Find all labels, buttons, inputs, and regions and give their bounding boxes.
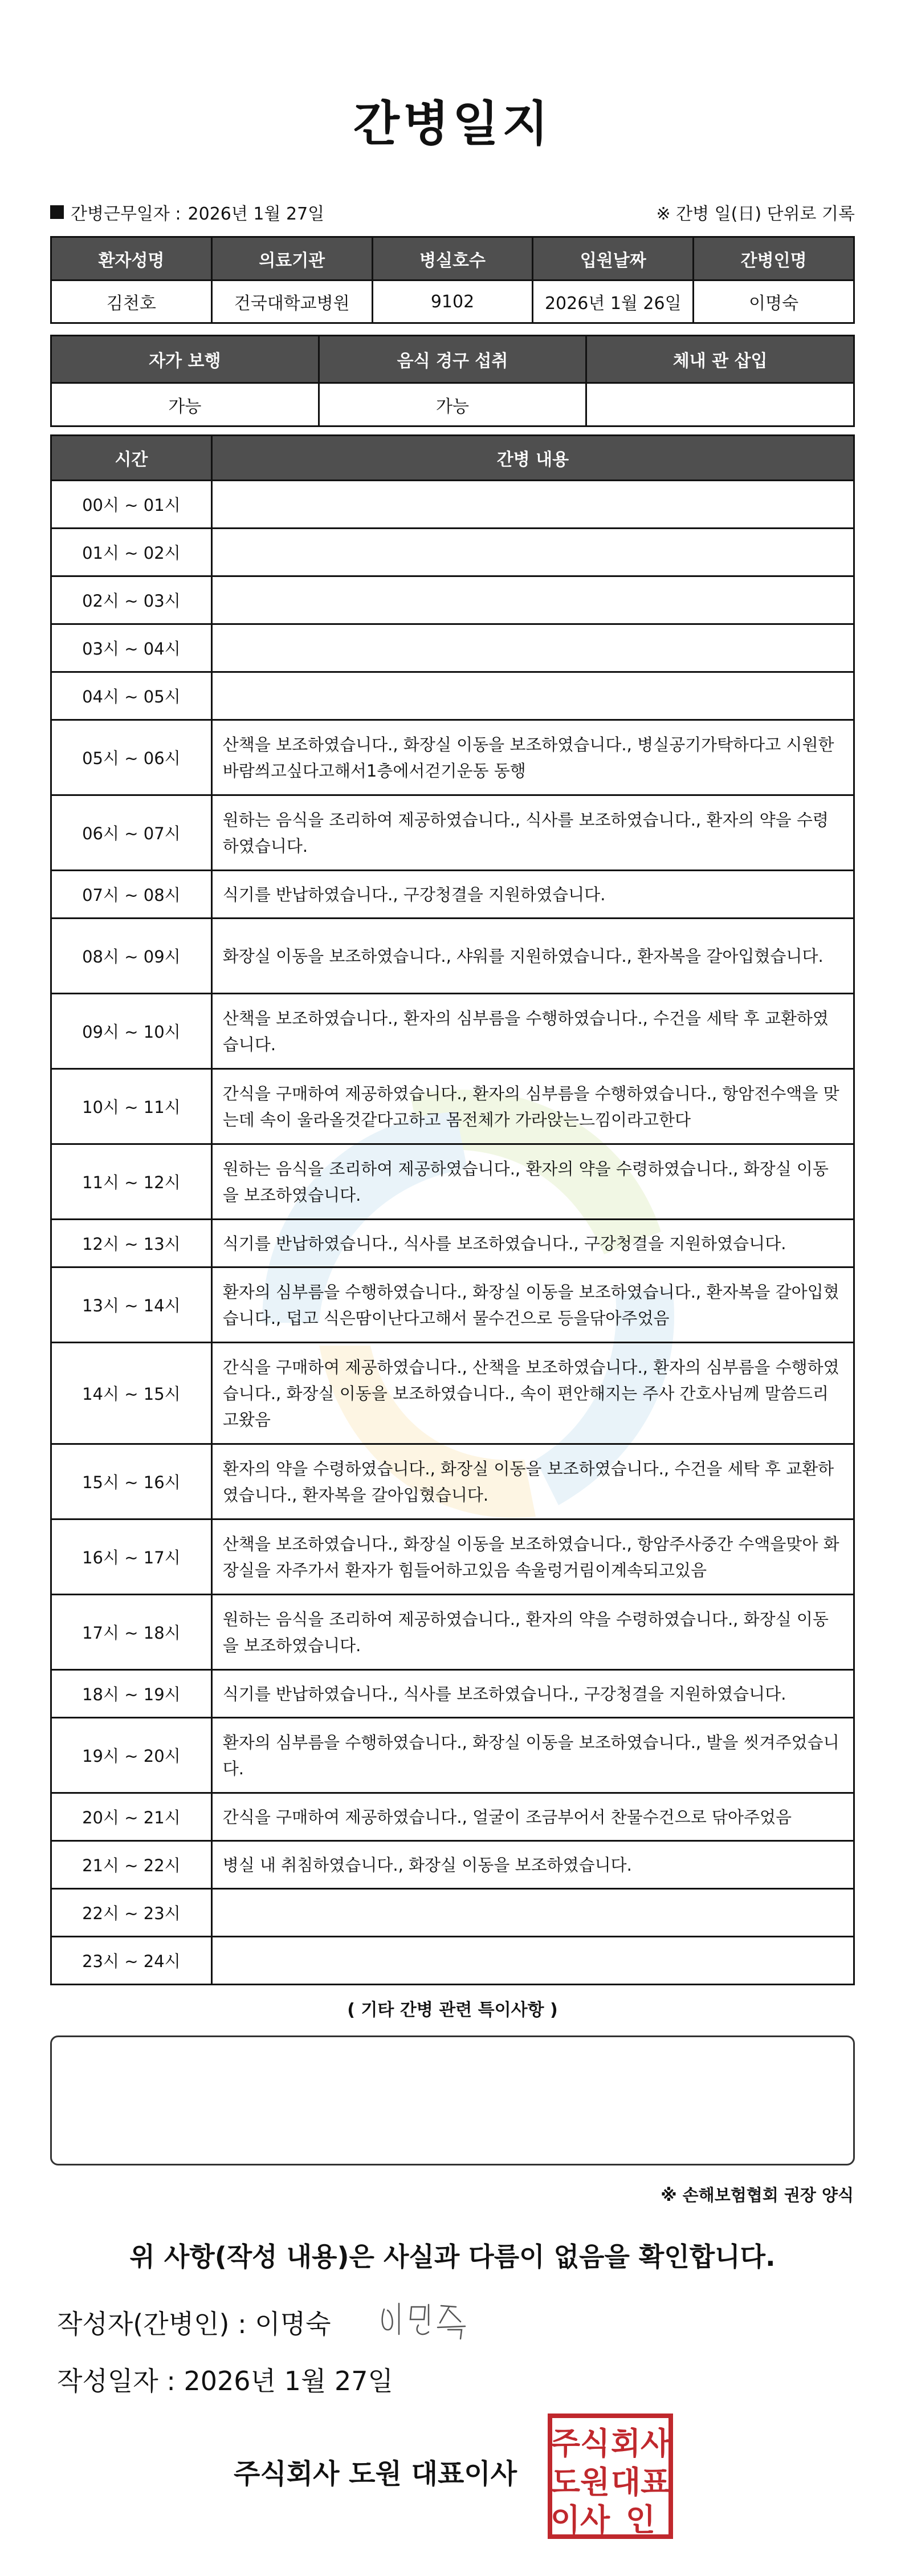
- log-time-cell: 20시 ~ 21시: [51, 1793, 212, 1841]
- log-row: [51, 1937, 854, 1985]
- log-content-cell: 원하는 음식을 조리하여 제공하였습니다., 식사를 보조하였습니다., 환자의 약을 수령하였습니다.: [211, 795, 854, 871]
- log-row: [51, 994, 854, 1069]
- log-header-row: [51, 436, 854, 481]
- log-time-cell: 09시 ~ 10시: [51, 994, 212, 1069]
- log-content-cell: 간식을 구매하여 제공하였습니다., 얼굴이 조금부어서 찬물수건으로 닦아주었음: [211, 1793, 854, 1841]
- work-date-label: 간병근무일자 :: [71, 204, 181, 224]
- log-content-cell: [211, 576, 854, 624]
- hospital-value: 건국대학교병원: [211, 281, 372, 323]
- remarks-title: ( 기타 간병 관련 특이사항 ): [347, 2000, 558, 2020]
- log-row: [51, 1144, 854, 1220]
- log-time-cell: 03시 ~ 04시: [51, 624, 212, 672]
- log-time-cell: 14시 ~ 15시: [51, 1343, 212, 1444]
- log-content-cell: 산책을 보조하였습니다., 화장실 이동을 보조하였습니다., 병실공기가탁하다고 시원한바람씌고싶다고해서1층에서걷기운동 동행: [211, 720, 854, 795]
- company-seal: [547, 2413, 674, 2540]
- svg-text:도원: 도원: [550, 2464, 610, 2500]
- write-date-label: 작성일자 :: [57, 2366, 176, 2396]
- header-hospital: 의료기관: [211, 237, 372, 281]
- log-content-cell: 원하는 음식을 조리하여 제공하였습니다., 환자의 약을 수령하였습니다., 화장실 이동을 보조하였습니다.: [211, 1595, 854, 1670]
- log-content-cell: [211, 529, 854, 576]
- log-row: [51, 1793, 854, 1841]
- work-date-value: 2026년 1월 27일: [187, 204, 325, 224]
- log-row: [51, 1595, 854, 1670]
- log-content-cell: 환자의 약을 수령하였습니다., 화장실 이동을 보조하였습니다., 수건을 세탁 후 교환하였습니다., 환자복을 갈아입혔습니다.: [211, 1444, 854, 1519]
- header-time: 시간: [51, 436, 212, 481]
- meta-row: [50, 201, 855, 224]
- log-row: [51, 1220, 854, 1267]
- log-content-cell: [211, 672, 854, 720]
- log-time-cell: 06시 ~ 07시: [51, 795, 212, 871]
- svg-text:회사: 회사: [610, 2425, 671, 2461]
- log-time-cell: 05시 ~ 06시: [51, 720, 212, 795]
- log-time-cell: 17시 ~ 18시: [51, 1595, 212, 1670]
- hourly-care-log-table: [50, 434, 855, 1985]
- log-row: [51, 1889, 854, 1937]
- daily-record-note: ※ 간병 일(日) 단위로 기록: [656, 204, 855, 224]
- log-time-cell: 02시 ~ 03시: [51, 576, 212, 624]
- log-content-cell: 환자의 심부름을 수행하였습니다., 화장실 이동을 보조하였습니다., 환자복을 갈아입혔습니다., 덥고 식은땀이난다고해서 물수건으로 등을닦아주었음: [211, 1267, 854, 1343]
- log-time-cell: 16시 ~ 17시: [51, 1519, 212, 1595]
- square-bullet-icon: [50, 205, 64, 219]
- writer-label: 작성자(간병인) :: [57, 2309, 247, 2339]
- log-content-cell: [211, 481, 854, 529]
- handwritten-signature: [376, 2297, 479, 2342]
- log-content-cell: 간식을 구매하여 제공하였습니다., 환자의 심부름을 수행하였습니다., 항암전수액을 맞는데 속이 울라올것같다고하고 몸전체가 가라앉는느낌이라고한다: [211, 1069, 854, 1144]
- log-row: [51, 576, 854, 624]
- header-admission-date: 입원날짜: [533, 237, 694, 281]
- remarks-box: [50, 2035, 855, 2165]
- status-value-row: [51, 383, 854, 426]
- header-tube-insertion: 체내 관 삽입: [586, 336, 854, 383]
- log-row: [51, 871, 854, 919]
- log-content-cell: 환자의 심부름을 수행하였습니다., 화장실 이동을 보조하였습니다., 발을 씻겨주었습니다.: [211, 1718, 854, 1793]
- log-table-body: [51, 481, 854, 1985]
- patient-info-table: [50, 236, 855, 324]
- log-content-cell: [211, 1889, 854, 1937]
- document-title: 간병일지: [353, 96, 552, 152]
- tube-insertion-value: [586, 383, 854, 426]
- header-caregiver-name: 간병인명: [694, 237, 854, 281]
- patient-name-value: 김천호: [51, 281, 212, 323]
- log-row: [51, 1069, 854, 1144]
- confirmation-statement: 위 사항(작성 내용)은 사실과 다름이 없음을 확인합니다.: [129, 2241, 776, 2272]
- write-date-value: 2026년 1월 27일: [184, 2366, 393, 2396]
- svg-text:대표: 대표: [610, 2464, 671, 2500]
- log-content-cell: 산책을 보조하였습니다., 환자의 심부름을 수행하였습니다., 수건을 세탁 후 교환하였습니다.: [211, 994, 854, 1069]
- svg-text:이사: 이사: [550, 2502, 610, 2538]
- log-content-cell: 원하는 음식을 조리하여 제공하였습니다., 환자의 약을 수령하였습니다., 화장실 이동을 보조하였습니다.: [211, 1144, 854, 1220]
- header-self-walking: 자가 보행: [51, 336, 319, 383]
- log-time-cell: 13시 ~ 14시: [51, 1267, 212, 1343]
- log-content-cell: 병실 내 취침하였습니다., 화장실 이동을 보조하였습니다.: [211, 1841, 854, 1889]
- svg-text:인: 인: [625, 2502, 656, 2538]
- log-row: [51, 1670, 854, 1718]
- log-content-cell: 식기를 반납하였습니다., 식사를 보조하였습니다., 구강청결을 지원하였습니다.: [211, 1220, 854, 1267]
- log-time-cell: 15시 ~ 16시: [51, 1444, 212, 1519]
- admission-date-value: 2026년 1월 26일: [533, 281, 694, 323]
- patient-info-value-row: [51, 281, 854, 323]
- log-row: [51, 672, 854, 720]
- log-row: [51, 1841, 854, 1889]
- log-content-cell: [211, 1937, 854, 1985]
- patient-info-header-row: [51, 237, 854, 281]
- oral-intake-value: 가능: [319, 383, 586, 426]
- company-representative: 주식회사 도원 대표이사: [234, 2458, 517, 2490]
- patient-status-table: [50, 335, 855, 427]
- log-row: [51, 1718, 854, 1793]
- writer-name: 이명숙: [255, 2309, 331, 2339]
- header-care-content: 간병 내용: [211, 436, 854, 481]
- log-row: [51, 1267, 854, 1343]
- log-time-cell: 22시 ~ 23시: [51, 1889, 212, 1937]
- log-row: [51, 720, 854, 795]
- log-content-cell: 화장실 이동을 보조하였습니다., 샤워를 지원하였습니다., 환자복을 갈아입혔습니다.: [211, 919, 854, 994]
- log-row: [51, 624, 854, 672]
- log-row: [51, 1519, 854, 1595]
- log-time-cell: 01시 ~ 02시: [51, 529, 212, 576]
- log-time-cell: 23시 ~ 24시: [51, 1937, 212, 1985]
- log-content-cell: 산책을 보조하였습니다., 화장실 이동을 보조하였습니다., 항암주사중간 수액을맞아 화장실을 자주가서 환자가 힘들어하고있음 속울렁거림이계속되고있음: [211, 1519, 854, 1595]
- header-room-number: 병실호수: [372, 237, 533, 281]
- log-row: [51, 481, 854, 529]
- log-time-cell: 04시 ~ 05시: [51, 672, 212, 720]
- log-row: [51, 1444, 854, 1519]
- log-time-cell: 08시 ~ 09시: [51, 919, 212, 994]
- writer-line: [57, 2303, 331, 2341]
- status-header-row: [51, 336, 854, 383]
- log-content-cell: 식기를 반납하였습니다., 식사를 보조하였습니다., 구강청결을 지원하였습니다.: [211, 1670, 854, 1718]
- log-content-cell: 식기를 반납하였습니다., 구강청결을 지원하였습니다.: [211, 871, 854, 919]
- log-row: [51, 1343, 854, 1444]
- log-time-cell: 11시 ~ 12시: [51, 1144, 212, 1220]
- room-number-value: 9102: [372, 281, 533, 323]
- log-time-cell: 21시 ~ 22시: [51, 1841, 212, 1889]
- log-content-cell: 간식을 구매하여 제공하였습니다., 산책을 보조하였습니다., 환자의 심부름을 수행하였습니다., 화장실 이동을 보조하였습니다., 속이 편안해지는 주사 간호사님께 말씀드리고왔음: [211, 1343, 854, 1444]
- header-oral-intake: 음식 경구 섭취: [319, 336, 586, 383]
- header-patient-name: 환자성명: [51, 237, 212, 281]
- log-time-cell: 12시 ~ 13시: [51, 1220, 212, 1267]
- recommended-form-note: ※ 손해보험협회 권장 양식: [661, 2185, 854, 2205]
- log-row: [51, 529, 854, 576]
- caregiver-name-value: 이명숙: [694, 281, 854, 323]
- work-date: [50, 200, 324, 225]
- log-row: [51, 919, 854, 994]
- log-time-cell: 18시 ~ 19시: [51, 1670, 212, 1718]
- log-time-cell: 19시 ~ 20시: [51, 1718, 212, 1793]
- log-content-cell: [211, 624, 854, 672]
- self-walking-value: 가능: [51, 383, 319, 426]
- log-row: [51, 795, 854, 871]
- log-time-cell: 07시 ~ 08시: [51, 871, 212, 919]
- log-time-cell: 10시 ~ 11시: [51, 1069, 212, 1144]
- write-date-line: [57, 2360, 393, 2398]
- svg-text:주식: 주식: [550, 2425, 610, 2461]
- log-time-cell: 00시 ~ 01시: [51, 481, 212, 529]
